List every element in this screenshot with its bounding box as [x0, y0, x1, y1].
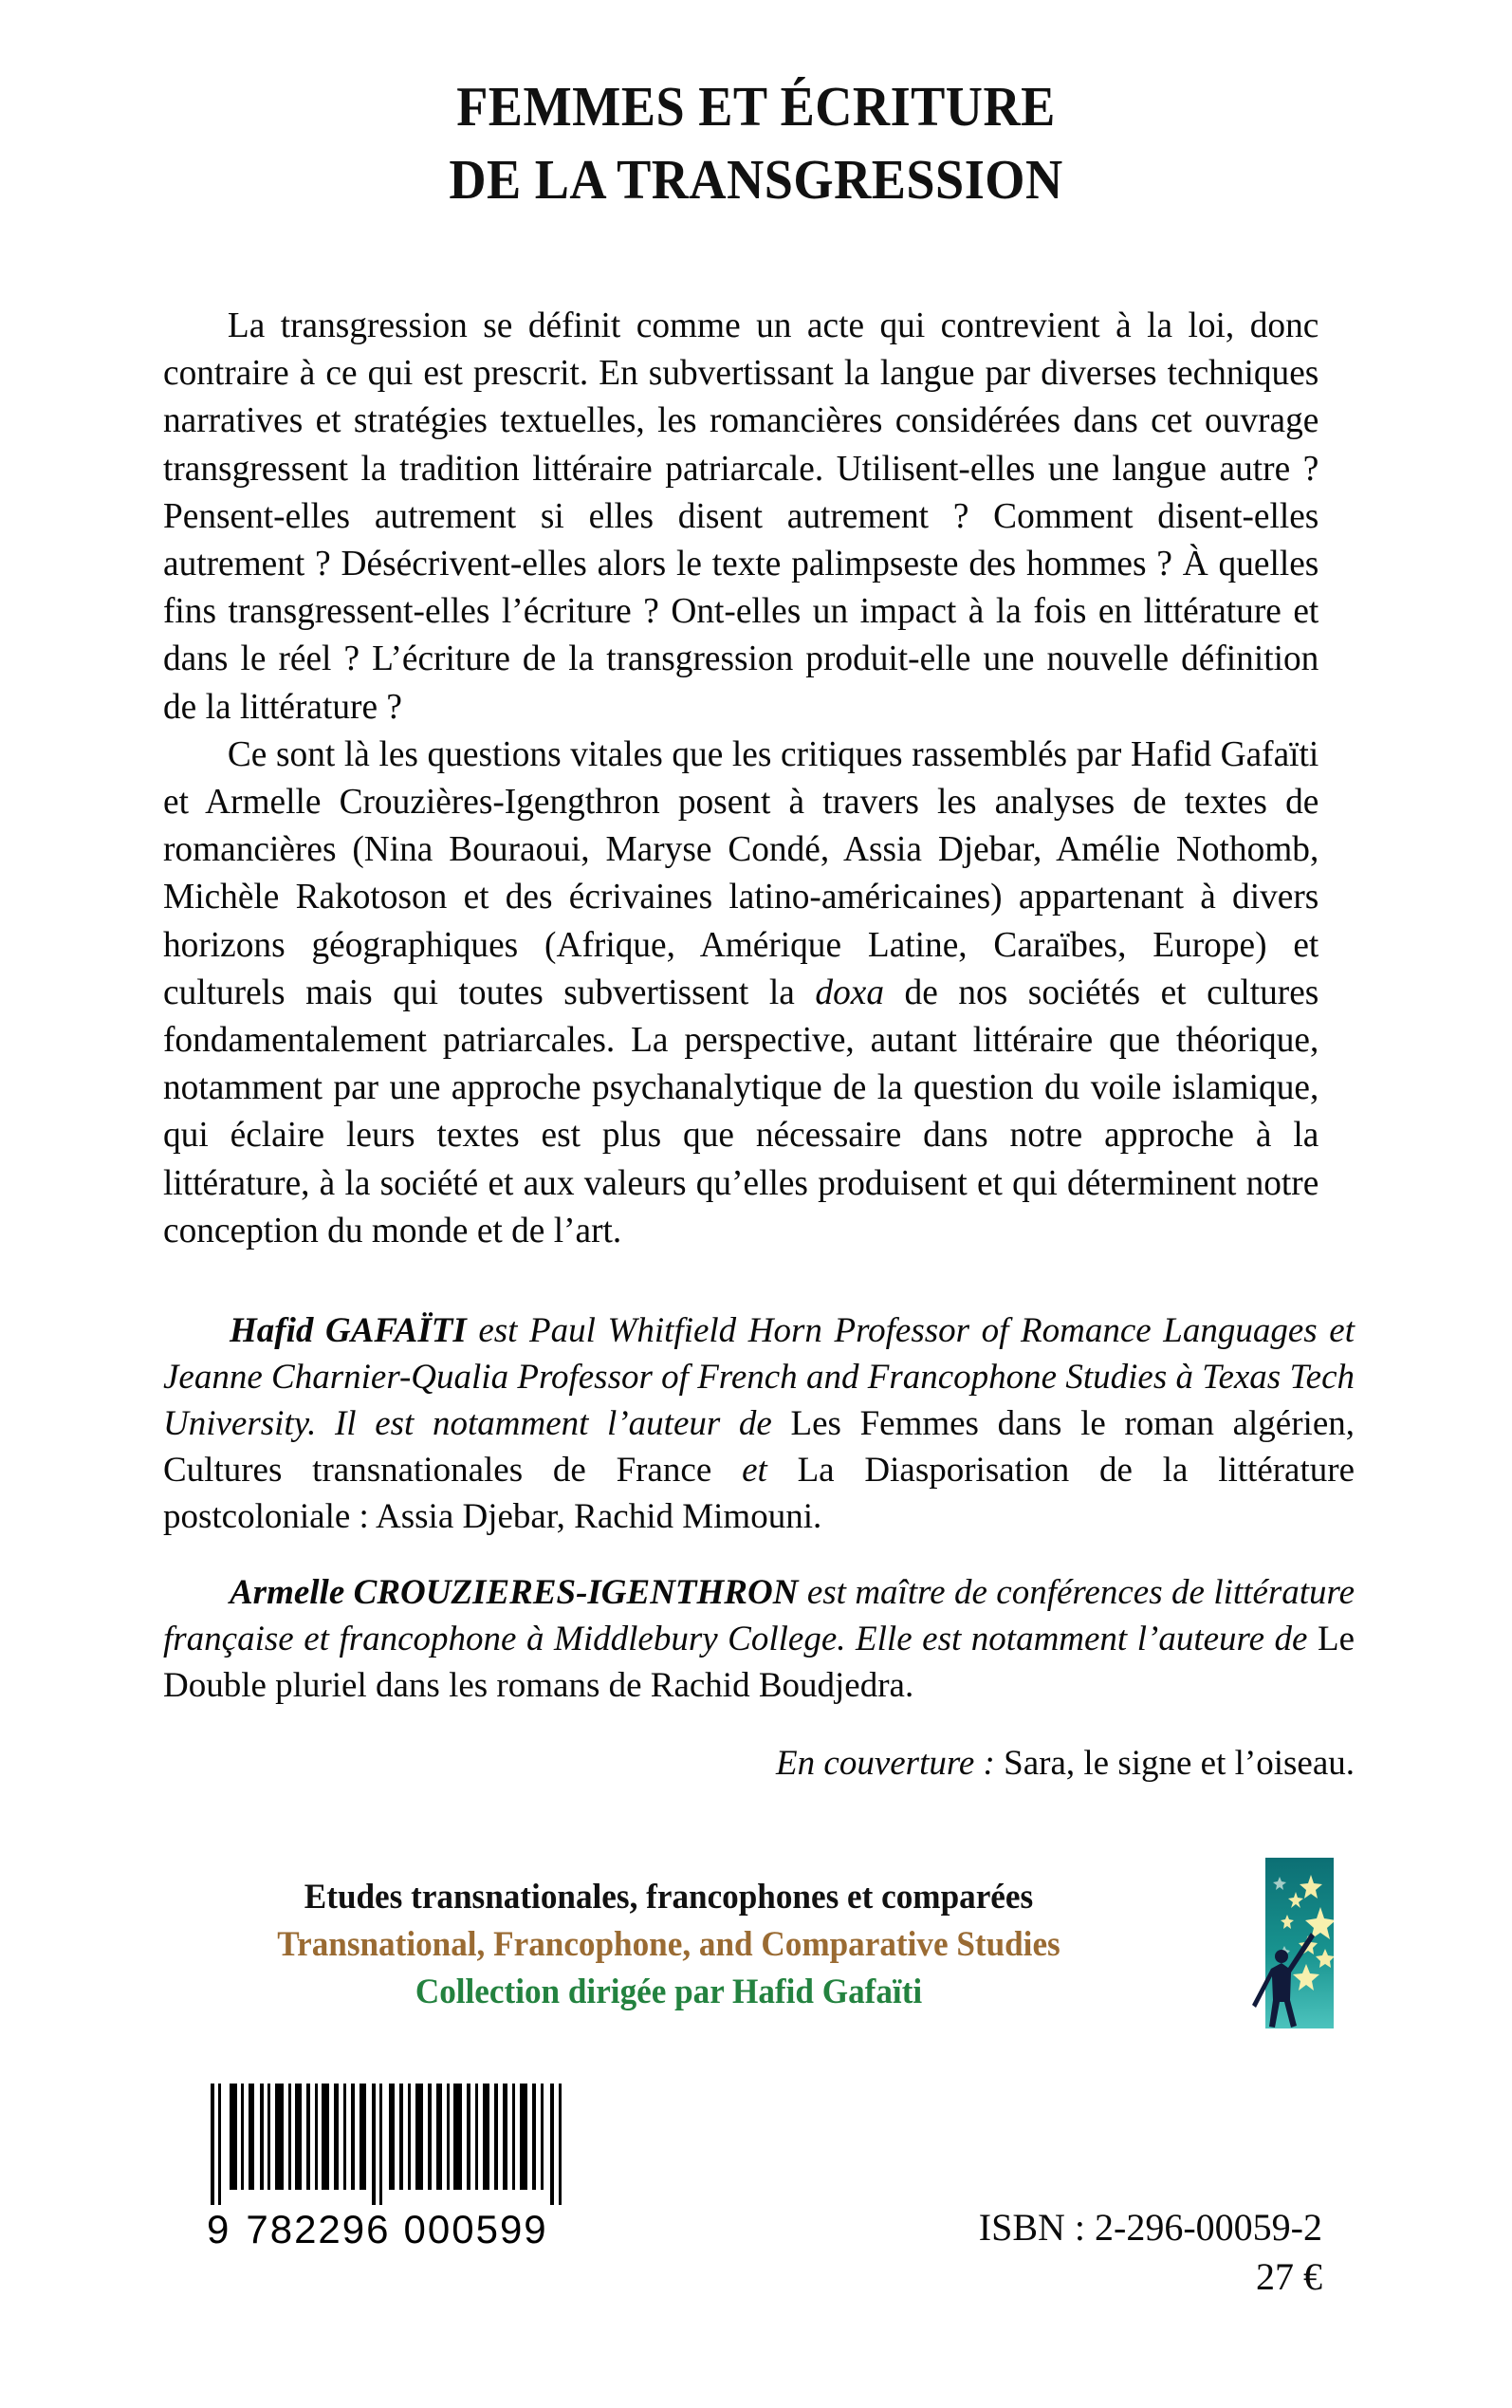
lharmattan-logo-icon	[1252, 1858, 1334, 2028]
bio-crouzieres-work-1: Le Double pluriel dans les romans de Rachid Boudjedra.	[163, 1620, 1355, 1705]
blurb-p1-text: La transgression se définit comme un acte qui contrevient à la loi, donc contraire à ce qui est prescrit. En subvertissant la langue par diverses techniques narratives et stratégies textuelles, les romancières considérées dans cet ouvrage transgressent la tradition littéraire patriarcale. Utilisent-elles une langue autre ? Pensent-elles autrement si elles disent autrement ? Comment disent-elles autrement ? Désécrivent-elles alors le texte palimpseste des hommes ? À quelles fins transgressent-elles l’écriture ? Ont-elles un impact à la fois en littérature et dans le réel ? L’écriture de la transgression produit-elle une nouvelle définition de la littérature ?	[163, 306, 1319, 727]
cover-credit-label: En couverture :	[776, 1744, 995, 1783]
bio-gafaiti-conjunction: et	[711, 1451, 798, 1490]
bio-crouzieres-text: est maître de conférences de littérature française et francophone à Middlebury College. Elle est notamment l’auteure de	[163, 1573, 1355, 1658]
barcode-bars	[207, 2084, 573, 2205]
barcode-digit-group-2: 000599	[403, 2207, 548, 2251]
bio-gafaiti-text: est Paul Whitfield Horn Professor of Romance Languages et Jeanne Charnier-Qualia Professor of French and Francophone Studies à Texas Tech University. Il est notamment l’auteur de	[163, 1311, 1355, 1443]
blurb-text	[163, 302, 1355, 1254]
title-line-2: DE LA TRANSGRESSION	[449, 148, 1063, 211]
author-bio-gafaiti	[163, 1307, 1355, 1540]
series-title-english: Transnational, Francophone, and Comparative Studies	[277, 1925, 1060, 1964]
blurb-paragraph-2	[163, 731, 1318, 1254]
bio-crouzieres-name: Armelle CROUZIERES-IGENTHRON	[230, 1573, 799, 1612]
barcode-digits	[207, 2207, 586, 2252]
bio-crouzieres-paragraph	[163, 1569, 1355, 1709]
bio-gafaiti-work-1: Les Femmes dans le roman algérien, Cultures transnationales de France	[163, 1404, 1355, 1490]
barcode-digit-group-1: 782296	[246, 2207, 391, 2251]
author-bio-crouzieres	[163, 1569, 1355, 1709]
series-director: Collection dirigée par Hafid Gafaïti	[415, 1973, 923, 2011]
isbn-label: ISBN : 2-296-00059-2	[978, 2206, 1322, 2249]
bio-gafaiti-name: Hafid GAFAÏTI	[230, 1311, 467, 1350]
book-title	[0, 70, 1512, 216]
blurb-p2-text-a: Ce sont là les questions vitales que les critiques rassemblés par Hafid Gafaïti et Armelle Crouzières-Igengthron posent à travers les analyses de textes de romancières (Nina Bouraoui, Maryse Condé, Assia Djebar, Amélie Nothomb, Michèle Rakotoson et des écrivaines latino-américaines) appartenant à divers horizons géographiques (Afrique, Amérique Latine, Caraïbes, Europe) et culturels mais qui toutes subvertissent la	[163, 733, 1319, 1012]
barcode	[207, 2084, 586, 2252]
blurb-paragraph-1	[163, 302, 1318, 731]
blurb-p2-doxa: doxa	[815, 972, 884, 1012]
price-label: 27 €	[1256, 2255, 1322, 2298]
cover-credit	[163, 1740, 1355, 1787]
bio-gafaiti-paragraph	[163, 1307, 1355, 1540]
isbn-price-block	[854, 2203, 1322, 2302]
blurb-p2-text-b: de nos sociétés et cultures fondamentalement patriarcales. La perspective, autant littéraire que théorique, notamment par une approche psychanalytique de la question du voile islamique, qui éclaire leurs textes est plus que nécessaire dans notre approche à la littérature, à la société et aux valeurs qu’elles produisent et qui déterminent notre conception du monde et de l’art.	[163, 972, 1319, 1250]
series-title-french: Etudes transnationales, francophones et comparées	[304, 1878, 1034, 1917]
publisher-logo	[1252, 1858, 1334, 2028]
cover-credit-value: Sara, le signe et l’oiseau.	[994, 1744, 1355, 1783]
title-line-1: FEMMES ET ÉCRITURE	[456, 75, 1056, 138]
barcode-digit-lead: 9	[207, 2207, 231, 2251]
series-info	[114, 1874, 1224, 2016]
bio-gafaiti-work-2: La Diasporisation de la littérature postcoloniale : Assia Djebar, Rachid Mimouni.	[163, 1451, 1355, 1536]
